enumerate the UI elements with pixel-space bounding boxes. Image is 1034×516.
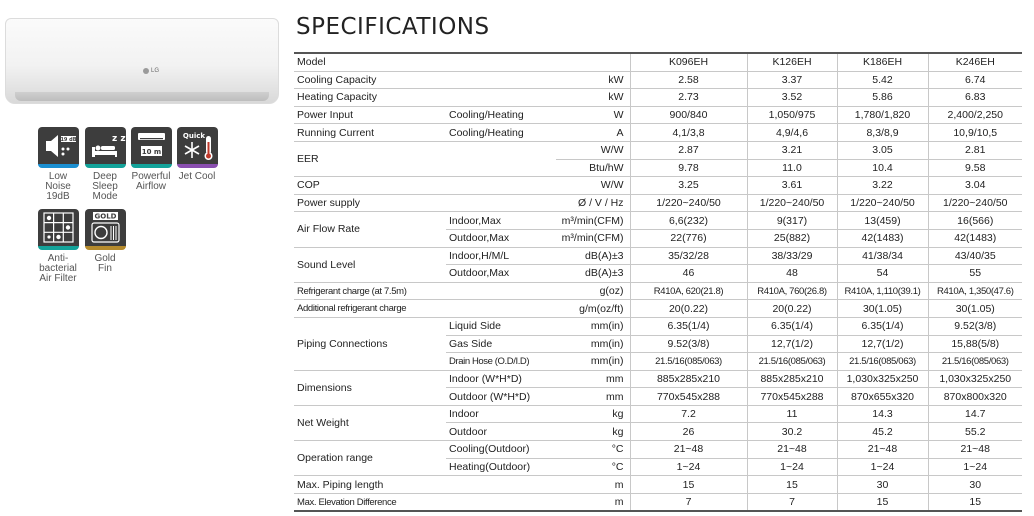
table-row (294, 317, 1022, 335)
spec-value: 3.04 (928, 177, 1022, 195)
spec-value: 42(1483) (837, 229, 928, 247)
anti-bacterial-label-2: bacterial (39, 263, 77, 274)
spec-value: R410A, 620(21.8) (630, 282, 747, 300)
spec-value: 6.35(1/4) (837, 317, 928, 335)
spec-value: 1,050/975 (747, 106, 837, 124)
row-label: Refrigerant charge (at 7.5m) (294, 282, 556, 300)
table-row (294, 212, 1022, 230)
spec-value: 9(317) (747, 212, 837, 230)
row-sublabel: Cooling(Outdoor) (446, 441, 556, 459)
anti-bacterial-label-3: Air Filter (39, 273, 77, 284)
spec-value: 2,400/2,250 (928, 106, 1022, 124)
row-sublabel: Indoor (446, 405, 556, 423)
row-label: Operation range (294, 441, 446, 476)
spec-value: 3.05 (837, 141, 928, 159)
spec-value: 13(459) (837, 212, 928, 230)
brand-logo (143, 68, 159, 74)
row-unit: °C (556, 458, 630, 476)
table-row (294, 300, 1022, 318)
feature-low-noise (33, 127, 83, 202)
row-sublabel: Outdoor,Max (446, 229, 556, 247)
row-sublabel: Cooling/Heating (446, 106, 556, 124)
spec-value: 1/220~240/50 (747, 194, 837, 212)
table-header-row (294, 53, 1022, 71)
spec-value: 26 (630, 423, 747, 441)
powerful-airflow-label-2: Airflow (135, 181, 166, 192)
table-row (294, 441, 1022, 459)
row-sublabel: Cooling/Heating (446, 124, 556, 142)
header-model-label: Model (294, 53, 630, 71)
table-row (294, 370, 1022, 388)
model-name: K126EH (747, 53, 837, 71)
jet-cool-badge: Quick (182, 132, 205, 140)
spec-value: 7 (747, 493, 837, 511)
spec-value: 30 (837, 476, 928, 494)
spec-value: 9.58 (928, 159, 1022, 177)
spec-value: 870x655x320 (837, 388, 928, 406)
spec-value: 55 (928, 265, 1022, 283)
row-unit: kW (556, 89, 630, 107)
spec-value: 15 (928, 493, 1022, 511)
row-unit: g/m(oz/ft) (556, 300, 630, 318)
spec-value: 9.78 (630, 159, 747, 177)
row-label: Cooling Capacity (294, 71, 556, 89)
spec-value: 6,6(232) (630, 212, 747, 230)
spec-value: 885x285x210 (747, 370, 837, 388)
spec-value: 1~24 (928, 458, 1022, 476)
spec-value: R410A, 1,350(47.6) (928, 282, 1022, 300)
spec-value: 6.83 (928, 89, 1022, 107)
spec-value: 14.3 (837, 405, 928, 423)
air-conditioner-image (5, 18, 279, 104)
spec-value: 30 (928, 476, 1022, 494)
deep-sleep-label-1: Deep (93, 171, 117, 182)
spec-value: 48 (747, 265, 837, 283)
spec-value: 41/38/34 (837, 247, 928, 265)
feature-anti-bacterial-filter (33, 209, 83, 284)
spec-value: 21~48 (837, 441, 928, 459)
gold-fin-label-2: Fin (98, 263, 112, 274)
spec-value: 35/32/28 (630, 247, 747, 265)
table-row (294, 405, 1022, 423)
feature-deep-sleep (80, 127, 130, 202)
spec-value: 9.52(3/8) (928, 317, 1022, 335)
spec-value: 43/40/35 (928, 247, 1022, 265)
spec-value: 20(0.22) (630, 300, 747, 318)
table-row (294, 247, 1022, 265)
spec-value: 3.21 (747, 141, 837, 159)
spec-value: 9.52(3/8) (630, 335, 747, 353)
spec-value: 16(566) (928, 212, 1022, 230)
table-row (294, 106, 1022, 124)
low-noise-icon (38, 127, 79, 168)
row-label: Max. Piping length (294, 476, 556, 494)
spec-value: 2.87 (630, 141, 747, 159)
spec-value: 42(1483) (928, 229, 1022, 247)
spec-value: 46 (630, 265, 747, 283)
ac-vent (15, 92, 269, 101)
spec-value: 21.5/16(085/063) (747, 353, 837, 371)
table-row (294, 194, 1022, 212)
row-sublabel: Outdoor (W*H*D) (446, 388, 556, 406)
spec-value: 5.42 (837, 71, 928, 89)
low-noise-label-2: Noise (45, 181, 71, 192)
spec-value: 21~48 (747, 441, 837, 459)
spec-value: 1,030x325x250 (837, 370, 928, 388)
spec-value: 4,9/4,6 (747, 124, 837, 142)
spec-value: 45.2 (837, 423, 928, 441)
spec-value: 6.35(1/4) (630, 317, 747, 335)
spec-value: 8,3/8,9 (837, 124, 928, 142)
spec-value: 11.0 (747, 159, 837, 177)
row-label: COP (294, 177, 556, 195)
row-label: Dimensions (294, 370, 446, 405)
spec-value: 25(882) (747, 229, 837, 247)
spec-value: 770x545x288 (630, 388, 747, 406)
spec-value: 1~24 (747, 458, 837, 476)
row-unit: W (556, 106, 630, 124)
table-row (294, 476, 1022, 494)
row-sublabel: Liquid Side (446, 317, 556, 335)
spec-value: R410A, 1,110(39.1) (837, 282, 928, 300)
row-unit: mm (556, 370, 630, 388)
row-sublabel: Indoor,Max (446, 212, 556, 230)
spec-value: 15,88(5/8) (928, 335, 1022, 353)
spec-value: 38/33/29 (747, 247, 837, 265)
row-unit: dB(A)±3 (556, 247, 630, 265)
row-sublabel: Drain Hose (O.D/I.D) (446, 353, 556, 371)
spec-value: 900/840 (630, 106, 747, 124)
powerful-airflow-label-1: Powerful (131, 171, 171, 182)
row-label: Piping Connections (294, 317, 446, 370)
row-label: Sound Level (294, 247, 446, 282)
spec-value: 770x545x288 (747, 388, 837, 406)
table-row (294, 493, 1022, 511)
spec-value: 12,7(1/2) (837, 335, 928, 353)
row-unit: W/W (556, 141, 630, 159)
deep-sleep-label-2: Sleep (92, 181, 118, 192)
spec-value: 1~24 (837, 458, 928, 476)
spec-value: 3.52 (747, 89, 837, 107)
spec-value: 14.7 (928, 405, 1022, 423)
row-unit: kg (556, 405, 630, 423)
spec-value: 3.61 (747, 177, 837, 195)
spec-value: 7.2 (630, 405, 747, 423)
spec-value: 12,7(1/2) (747, 335, 837, 353)
row-label: Heating Capacity (294, 89, 556, 107)
spec-value: 21~48 (928, 441, 1022, 459)
deep-sleep-badge: z z (111, 134, 126, 144)
spec-value: 6.35(1/4) (747, 317, 837, 335)
spec-value: 7 (630, 493, 747, 511)
row-unit: mm (556, 388, 630, 406)
spec-value: 1,780/1,820 (837, 106, 928, 124)
row-unit: kW (556, 71, 630, 89)
spec-value: R410A, 760(26.8) (747, 282, 837, 300)
spec-value: 15 (747, 476, 837, 494)
deep-sleep-label-3: Mode (92, 191, 118, 202)
table-row (294, 124, 1022, 142)
table-row (294, 177, 1022, 195)
row-unit: W/W (556, 177, 630, 195)
model-name: K246EH (928, 53, 1022, 71)
row-label: Power supply (294, 194, 556, 212)
spec-value: 4,1/3,8 (630, 124, 747, 142)
jet-cool-icon (177, 127, 218, 168)
table-row (294, 89, 1022, 107)
anti-bacterial-filter-icon (38, 209, 79, 250)
spec-value: 54 (837, 265, 928, 283)
spec-value: 3.37 (747, 71, 837, 89)
model-name: K186EH (837, 53, 928, 71)
spec-value: 6.74 (928, 71, 1022, 89)
spec-value: 1,030x325x250 (928, 370, 1022, 388)
row-unit: Btu/hW (556, 159, 630, 177)
spec-value: 15 (630, 476, 747, 494)
spec-value: 30.2 (747, 423, 837, 441)
brand-logo-text: LG (151, 68, 160, 74)
spec-value: 1/220~240/50 (630, 194, 747, 212)
low-noise-label-3: 19dB (46, 191, 70, 202)
row-label: Air Flow Rate (294, 212, 446, 247)
row-label: Max. Elevation Difference (294, 493, 556, 511)
row-sublabel: Gas Side (446, 335, 556, 353)
spec-value: 15 (837, 493, 928, 511)
spec-value: 21.5/16(085/063) (837, 353, 928, 371)
row-unit: m³/min(CFM) (556, 212, 630, 230)
feature-jet-cool (172, 127, 222, 182)
row-label: Power Input (294, 106, 446, 124)
spec-value: 2.73 (630, 89, 747, 107)
row-label: Running Current (294, 124, 446, 142)
spec-value: 22(776) (630, 229, 747, 247)
spec-value: 2.81 (928, 141, 1022, 159)
spec-value: 21~48 (630, 441, 747, 459)
row-unit: m (556, 476, 630, 494)
row-sublabel: Indoor,H/M/L (446, 247, 556, 265)
brand-logo-icon (143, 68, 149, 74)
row-label: EER (294, 141, 556, 176)
table-row (294, 282, 1022, 300)
table-row (294, 141, 1022, 159)
table-row (294, 71, 1022, 89)
row-unit: dB(A)±3 (556, 265, 630, 283)
row-sublabel: Heating(Outdoor) (446, 458, 556, 476)
spec-value: 55.2 (928, 423, 1022, 441)
spec-value: 870x800x320 (928, 388, 1022, 406)
feature-gold-fin (80, 209, 130, 274)
powerful-airflow-icon (131, 127, 172, 168)
powerful-airflow-badge: 10 m (141, 148, 161, 156)
row-unit: m (556, 493, 630, 511)
row-sublabel: Outdoor,Max (446, 265, 556, 283)
spec-value: 20(0.22) (747, 300, 837, 318)
row-sublabel: Indoor (W*H*D) (446, 370, 556, 388)
row-unit: Ø / V / Hz (556, 194, 630, 212)
spec-value: 1~24 (630, 458, 747, 476)
spec-value: 3.22 (837, 177, 928, 195)
row-sublabel: Outdoor (446, 423, 556, 441)
gold-fin-label-1: Gold (94, 253, 116, 264)
spec-value: 11 (747, 405, 837, 423)
spec-value: 30(1.05) (928, 300, 1022, 318)
gold-fin-badge: GOLD (94, 212, 116, 221)
page-title: SPECIFICATIONS (296, 14, 490, 40)
row-unit: m³/min(CFM) (556, 229, 630, 247)
deep-sleep-icon (85, 127, 126, 168)
spec-value: 21.5/16(085/063) (630, 353, 747, 371)
spec-value: 1/220~240/50 (928, 194, 1022, 212)
model-name: K096EH (630, 53, 747, 71)
anti-bacterial-label-1: Anti- (47, 253, 69, 264)
jet-cool-label-1: Jet Cool (178, 171, 216, 182)
specifications-table (294, 52, 1022, 512)
spec-value: 2.58 (630, 71, 747, 89)
spec-value: 5.86 (837, 89, 928, 107)
row-unit: g(oz) (556, 282, 630, 300)
spec-value: 3.25 (630, 177, 747, 195)
row-unit: mm(in) (556, 353, 630, 371)
row-label: Net Weight (294, 405, 446, 440)
row-unit: mm(in) (556, 335, 630, 353)
row-unit: mm(in) (556, 317, 630, 335)
spec-value: 30(1.05) (837, 300, 928, 318)
low-noise-label-1: Low (48, 171, 68, 182)
row-unit: kg (556, 423, 630, 441)
gold-fin-icon (85, 209, 126, 250)
spec-value: 10.4 (837, 159, 928, 177)
row-unit: °C (556, 441, 630, 459)
spec-value: 885x285x210 (630, 370, 747, 388)
row-unit: A (556, 124, 630, 142)
spec-value: 1/220~240/50 (837, 194, 928, 212)
spec-value: 21.5/16(085/063) (928, 353, 1022, 371)
low-noise-badge: 19 dB (59, 137, 77, 143)
feature-powerful-airflow (126, 127, 176, 192)
spec-value: 10,9/10,5 (928, 124, 1022, 142)
row-label: Additional refrigerant charge (294, 300, 556, 318)
